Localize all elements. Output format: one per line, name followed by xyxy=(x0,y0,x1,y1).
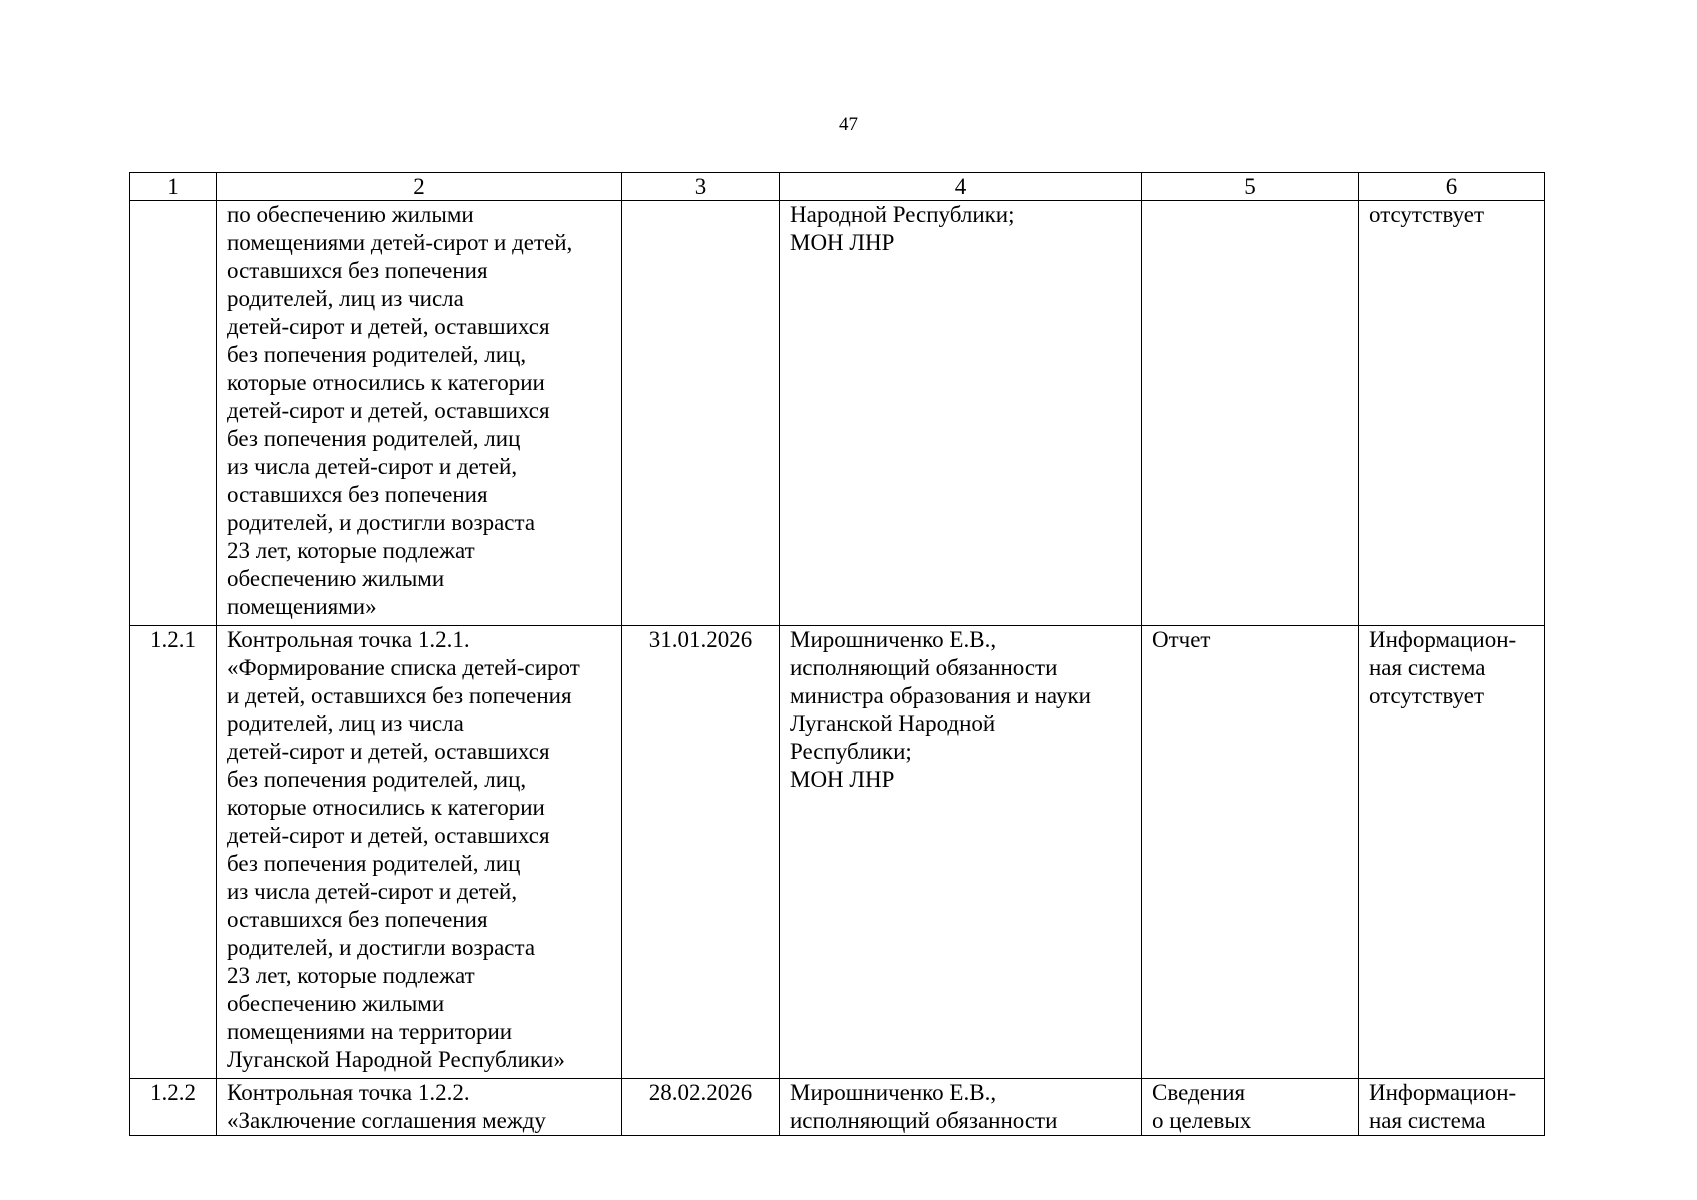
cell-text-line: ная система xyxy=(1369,1108,1486,1133)
plan-table xyxy=(129,172,1545,1136)
cell-number xyxy=(130,201,217,626)
cell-text-line: Информацион- xyxy=(1369,627,1517,652)
cell-text-line: оставшихся без попечения xyxy=(227,482,488,507)
cell-result xyxy=(1142,201,1359,626)
cell-text-line: Отчет xyxy=(1152,627,1211,652)
cell-text-line: оставшихся без попечения xyxy=(227,258,488,283)
cell-number: 1.2.1 xyxy=(130,626,217,1079)
cell-text-line: 23 лет, которые подлежат xyxy=(227,538,475,563)
cell-text-line: ная система xyxy=(1369,655,1486,680)
cell-description xyxy=(217,201,622,626)
cell-text-line: Мирошниченко Е.В., xyxy=(790,627,997,652)
table-row xyxy=(130,201,1545,626)
cell-text-line: без попечения родителей, лиц xyxy=(227,851,521,876)
cell-info-system xyxy=(1359,201,1545,626)
cell-text-line: оставшихся без попечения xyxy=(227,907,488,932)
cell-date: 28.02.2026 xyxy=(622,1079,780,1136)
table-header-row xyxy=(130,173,1545,201)
cell-text-line: МОН ЛНР xyxy=(790,230,895,255)
cell-responsible xyxy=(780,201,1142,626)
cell-text-line: помещениями на территории xyxy=(227,1019,513,1044)
cell-text-line: министра образования и науки xyxy=(790,683,1091,708)
cell-text-line: Республики; xyxy=(790,739,912,764)
cell-text-line: Сведения xyxy=(1152,1080,1246,1105)
header-cell: 6 xyxy=(1359,173,1545,201)
header-cell: 1 xyxy=(130,173,217,201)
cell-text-line: о целевых xyxy=(1152,1108,1252,1133)
cell-text-line: Контрольная точка 1.2.2. xyxy=(227,1080,470,1105)
cell-result xyxy=(1142,626,1359,1079)
cell-text-line: Луганской Народной Республики» xyxy=(227,1047,565,1072)
cell-text-line: Контрольная точка 1.2.1. xyxy=(227,627,470,652)
cell-description xyxy=(217,626,622,1079)
cell-text-line: отсутствует xyxy=(1369,683,1485,708)
cell-text-line: детей-сирот и детей, оставшихся xyxy=(227,314,550,339)
header-cell: 5 xyxy=(1142,173,1359,201)
cell-text-line: родителей, лиц из числа xyxy=(227,711,464,736)
cell-text-line: Мирошниченко Е.В., xyxy=(790,1080,997,1105)
cell-date xyxy=(622,201,780,626)
cell-text-line: без попечения родителей, лиц, xyxy=(227,342,527,367)
cell-text-line: отсутствует xyxy=(1369,202,1485,227)
header-cell: 2 xyxy=(217,173,622,201)
cell-responsible xyxy=(780,1079,1142,1136)
cell-text-line: детей-сирот и детей, оставшихся xyxy=(227,823,550,848)
cell-text-line: Информацион- xyxy=(1369,1080,1517,1105)
cell-number: 1.2.2 xyxy=(130,1079,217,1136)
page-number: 47 xyxy=(839,114,858,135)
table-row xyxy=(130,626,1545,1079)
cell-text-line: детей-сирот и детей, оставшихся xyxy=(227,398,550,423)
cell-info-system xyxy=(1359,1079,1545,1136)
cell-text-line: помещениями детей-сирот и детей, xyxy=(227,230,573,255)
cell-result xyxy=(1142,1079,1359,1136)
cell-text-line: Луганской Народной xyxy=(790,711,996,736)
cell-description xyxy=(217,1079,622,1136)
cell-responsible xyxy=(780,626,1142,1079)
cell-text-line: исполняющий обязанности xyxy=(790,1108,1058,1133)
cell-text-line: из числа детей-сирот и детей, xyxy=(227,879,518,904)
cell-text-line: МОН ЛНР xyxy=(790,767,895,792)
table-row xyxy=(130,1079,1545,1136)
header-cell: 3 xyxy=(622,173,780,201)
cell-text-line: без попечения родителей, лиц, xyxy=(227,767,527,792)
cell-text-line: исполняющий обязанности xyxy=(790,655,1058,680)
cell-text-line: Народной Республики; xyxy=(790,202,1015,227)
cell-text-line: обеспечению жилыми xyxy=(227,566,445,591)
cell-text-line: родителей, и достигли возраста xyxy=(227,510,536,535)
cell-info-system xyxy=(1359,626,1545,1079)
cell-text-line: родителей, лиц из числа xyxy=(227,286,464,311)
cell-text-line: которые относились к категории xyxy=(227,795,545,820)
cell-text-line: без попечения родителей, лиц xyxy=(227,426,521,451)
cell-text-line: по обеспечению жилыми xyxy=(227,202,474,227)
cell-text-line: помещениями» xyxy=(227,594,377,619)
cell-text-line: из числа детей-сирот и детей, xyxy=(227,454,518,479)
cell-text-line: детей-сирот и детей, оставшихся xyxy=(227,739,550,764)
cell-date: 31.01.2026 xyxy=(622,626,780,1079)
cell-text-line: 23 лет, которые подлежат xyxy=(227,963,475,988)
cell-text-line: «Формирование списка детей-сирот xyxy=(227,655,580,680)
header-cell: 4 xyxy=(780,173,1142,201)
cell-text-line: родителей, и достигли возраста xyxy=(227,935,536,960)
cell-text-line: которые относились к категории xyxy=(227,370,545,395)
cell-text-line: обеспечению жилыми xyxy=(227,991,445,1016)
cell-text-line: и детей, оставшихся без попечения xyxy=(227,683,572,708)
cell-text-line: «Заключение соглашения между xyxy=(227,1108,546,1133)
